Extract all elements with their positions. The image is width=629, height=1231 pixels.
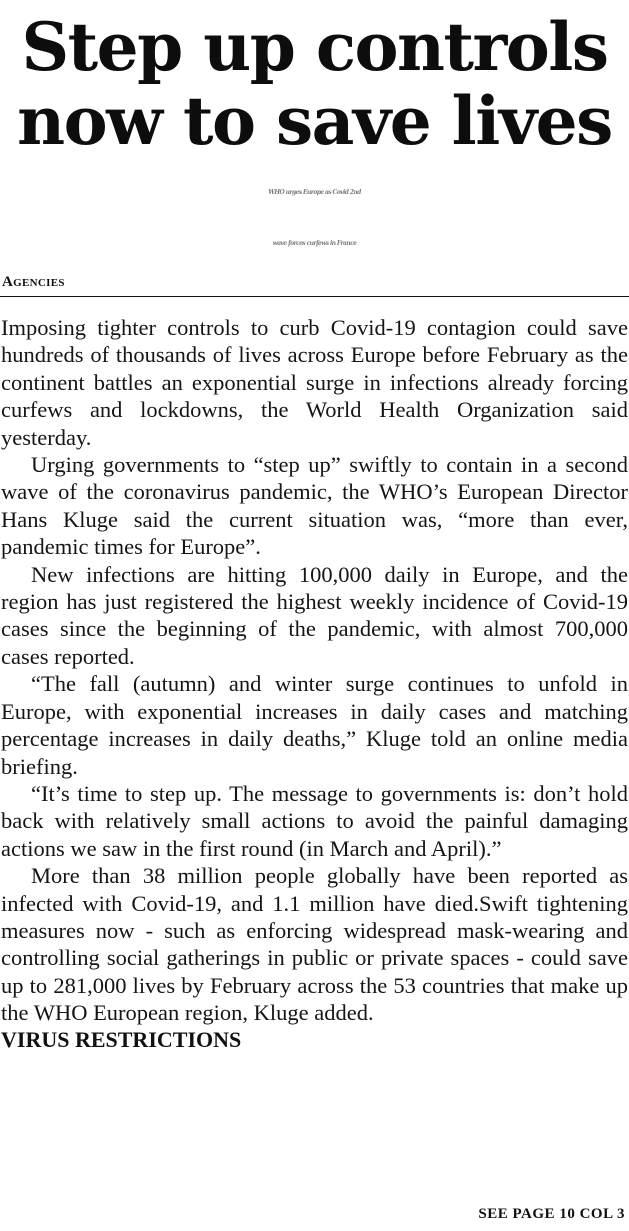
subheadline-line-1: WHO urges Europe as Covid 2nd [268, 189, 361, 196]
article-body [0, 314, 629, 1080]
paragraph-3: New infections are hitting 100,000 daily in Europe, and the region has just registered the highest weekly incidence of Covid-19 cases since the beginning of the pandemic, with almost 700,000 cases reported. [1, 561, 628, 669]
headline [0, 10, 629, 158]
subheadline-line-2: wave forces curfews in France [272, 240, 357, 247]
paragraph-1: Imposing tighter controls to curb Covid-19 contagion could save hundreds of thousands of lives across Europe before February as the continent battles an exponential surge in infections already forcing curfews and lockdowns, the World Health Organization said yesterday. [1, 315, 628, 450]
headline-line-1: Step up controls [21, 8, 608, 86]
subheadline [0, 167, 629, 269]
section-heading: VIRUS RESTRICTIONS [1, 1026, 242, 1052]
paragraph-5: “It’s time to step up. The message to governments is: don’t hold back with relatively small actions to avoid the painful damaging actions we saw in the first round (in March and April).” [1, 780, 628, 861]
headline-line-2: now to save lives [17, 82, 612, 160]
byline: Agencies [2, 274, 65, 290]
jump-line[interactable]: SEE PAGE 10 COL 3 [478, 1206, 625, 1222]
paragraph-2: Urging governments to “step up” swiftly to contain in a second wave of the coronavirus pandemic, the WHO’s European Director Hans Kluge said the current situation was, “more than ever, pandemic times for Europe”. [1, 452, 628, 560]
paragraph-6: More than 38 million people globally have been reported as infected with Covid-19, and 1.1 million have died.Swift tightening measures now - such as enforcing widespread mask-wearing and controlling social gatherings in public or private spaces - could save up to 281,000 lives by February across the 53 countries that make up the WHO European region, Kluge added. [1, 863, 628, 1026]
paragraph-4: “The fall (autumn) and winter surge continues to unfold in Europe, with exponential increases in daily cases and matching percentage increases in daily deaths,” Kluge told an online media briefing. [1, 671, 628, 779]
byline-divider [0, 296, 629, 297]
continuation-line [1, 1052, 628, 1080]
